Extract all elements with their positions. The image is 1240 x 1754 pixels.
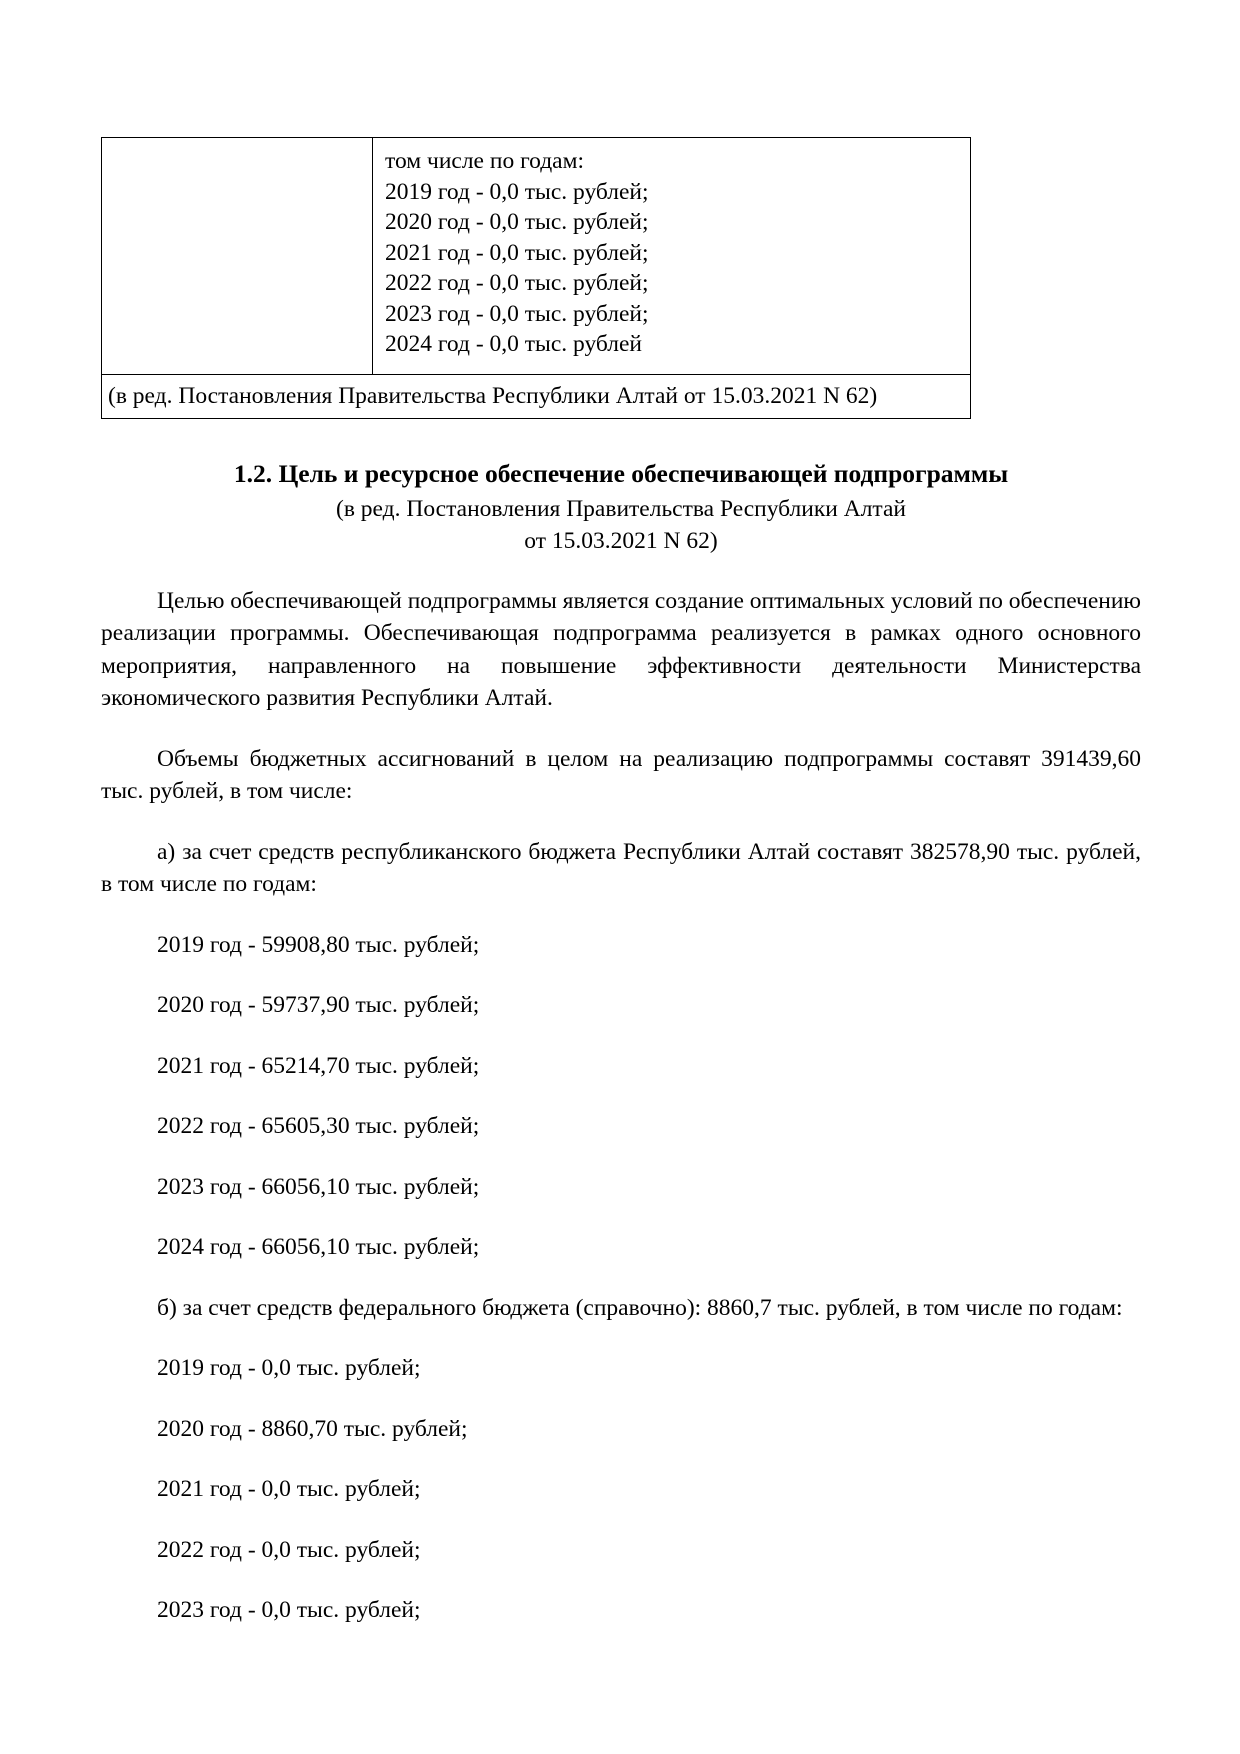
paragraph-federal-budget: б) за счет средств федерального бюджета (справочно): 8860,7 тыс. рублей, в том числе по годам: — [157, 1294, 1123, 1321]
federal-year-line: 2021 год - 0,0 тыс. рублей; — [157, 1476, 421, 1502]
republic-year-line: 2023 год - 66056,10 тыс. рублей; — [157, 1173, 480, 1200]
table-line: 2021 год - 0,0 тыс. рублей; — [385, 239, 649, 266]
table-line: 2020 год - 0,0 тыс. рублей; — [385, 209, 649, 235]
table-line: 2024 год - 0,0 тыс. рублей — [385, 331, 643, 357]
page-title: 1.2. Цель и ресурсное обеспечение обеспечивающей подпрограммы — [233, 458, 1009, 488]
table-line: 2023 год - 0,0 тыс. рублей; — [385, 300, 649, 327]
amendment-note: (в ред. Постановления Правительства Республики Алтай от 15.03.2021 N 62) — [108, 382, 878, 409]
table-line: 2022 год - 0,0 тыс. рублей; — [385, 270, 649, 296]
federal-year-line: 2019 год - 0,0 тыс. рублей; — [157, 1355, 421, 1381]
republic-year-line: 2020 год - 59737,90 тыс. рублей; — [157, 992, 480, 1018]
federal-year-line: 2022 год - 0,0 тыс. рублей; — [157, 1536, 421, 1563]
table-row — [102, 138, 971, 375]
paragraph-purpose: Целью обеспечивающей подпрограммы является создание оптимальных условий по обеспечению реализации программы. Обеспечивающая подпрограмма реализуется в рамках одного основного мероприятия, направленного на повышение эффективности деятельности Министерства экономического развития Республики Алтай. — [101, 587, 1141, 711]
heading-block — [101, 457, 1141, 557]
table-cell-footer-note — [102, 374, 971, 418]
federal-year-line: 2023 год - 0,0 тыс. рублей; — [157, 1597, 421, 1623]
table-line: 2019 год - 0,0 тыс. рублей; — [385, 178, 649, 205]
federal-year-line: 2020 год - 8860,70 тыс. рублей; — [157, 1415, 468, 1442]
republic-year-line: 2022 год - 65605,30 тыс. рублей; — [157, 1113, 480, 1139]
heading-amendment-line-2: от 15.03.2021 N 62) — [524, 527, 718, 554]
page-content — [101, 0, 1141, 1627]
republic-year-line: 2021 год - 65214,70 тыс. рублей; — [157, 1052, 480, 1079]
table-row-footer — [102, 374, 971, 418]
table-line: том числе по годам: — [385, 148, 584, 174]
republic-year-line: 2024 год - 66056,10 тыс. рублей; — [157, 1234, 480, 1260]
republic-year-line: 2019 год - 59908,80 тыс. рублей; — [157, 931, 480, 958]
heading-amendment-note — [101, 493, 1141, 557]
table-cell-right — [373, 138, 971, 375]
budget-table — [101, 137, 971, 419]
paragraph-republic-budget: а) за счет средств республиканского бюджета Республики Алтай составят 382578,90 тыс. рублей, в том числе по годам: — [101, 838, 1141, 897]
table-cell-left — [102, 138, 373, 375]
heading-amendment-line-1: (в ред. Постановления Правительства Республики Алтай — [336, 495, 906, 522]
paragraph-total-volume: Объемы бюджетных ассигнований в целом на реализацию подпрограммы составят 391439,60 тыс. рублей, в том числе: — [101, 745, 1141, 804]
